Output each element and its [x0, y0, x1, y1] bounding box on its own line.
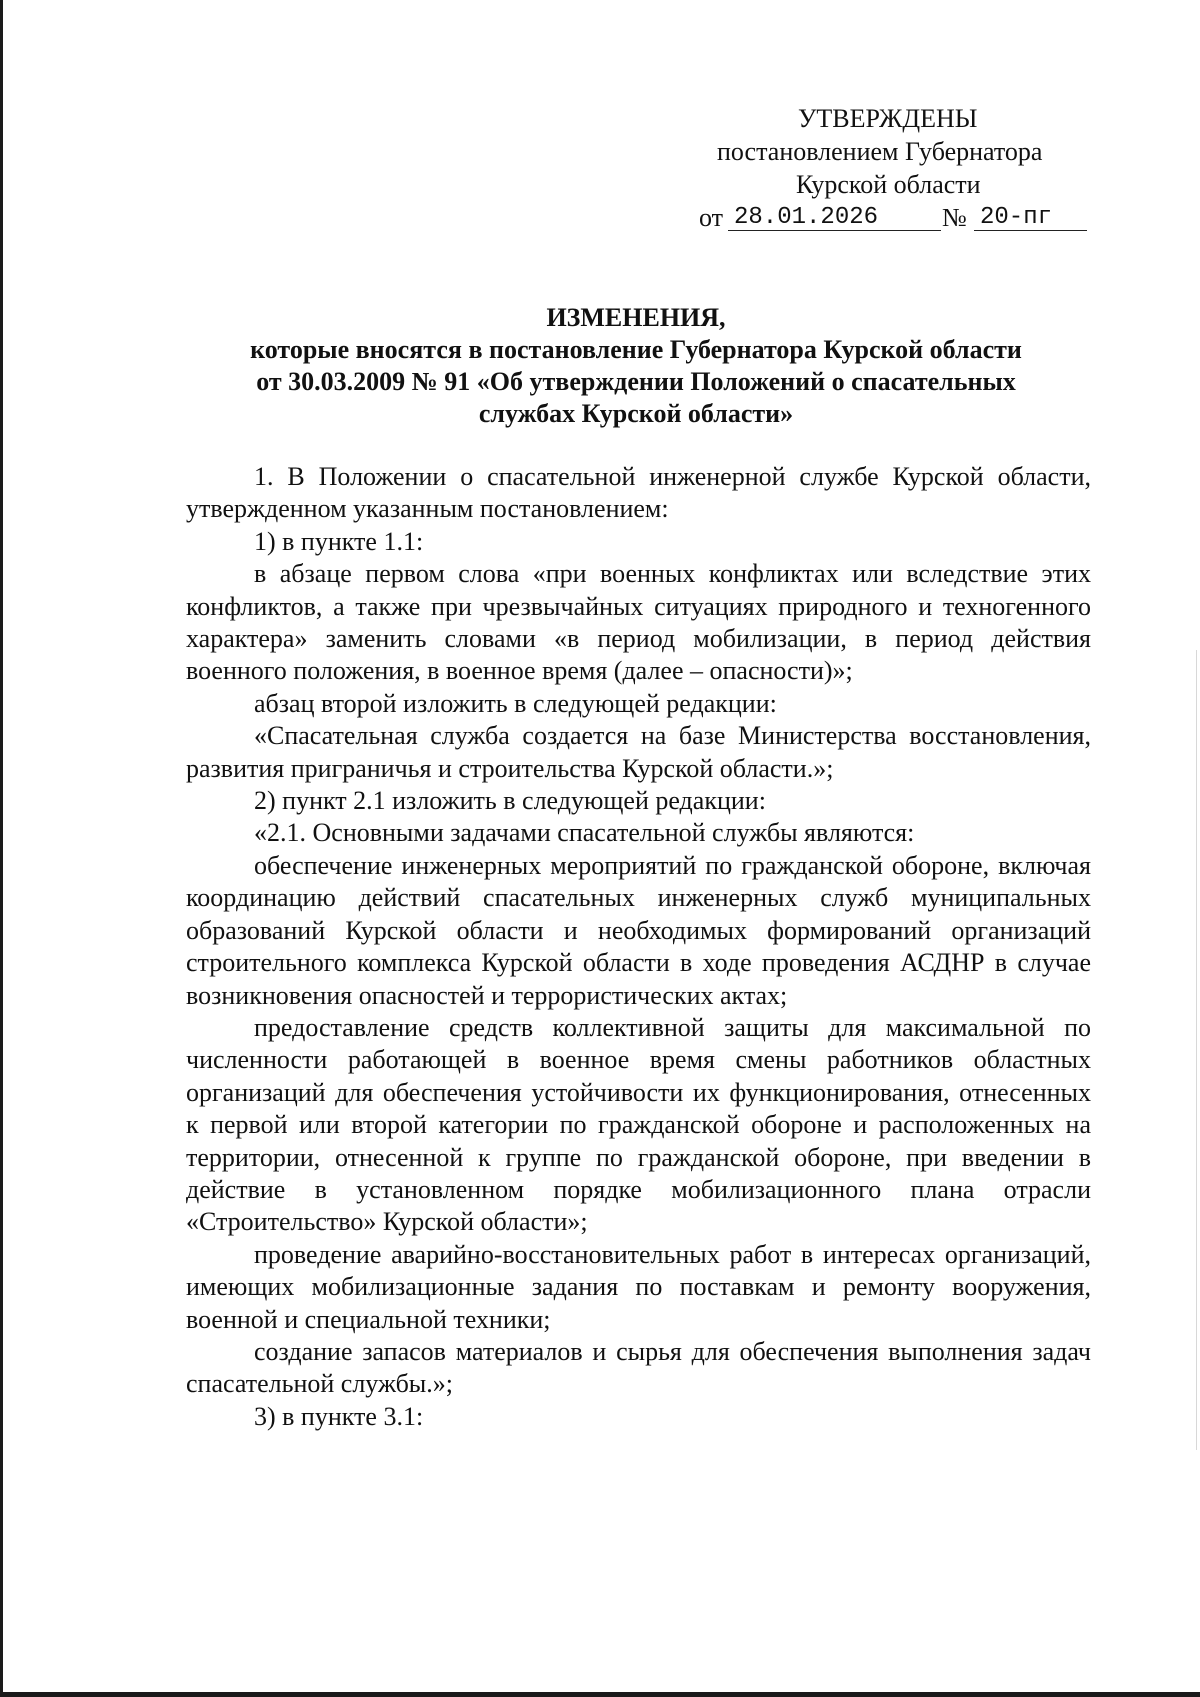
- paragraph-3: в абзаце первом слова «при военных конфликтах или вследствие этих конфликтов, а также при чрезвычайных ситуациях природного и техногенного характера» заменить словами «в период мобилизации, в период действия военного положения, в военное время (далее – опасности)»;: [186, 559, 1091, 686]
- paragraph-8: обеспечение инженерных мероприятий по гражданской обороне, включая координацию действий спасательных инженерных служб муниципальных образований Курской области и необходимых формирований организаций строительного комплекса Курской области в ходе проведения АСДНР в случае возникновения опасностей и террористических актах;: [186, 850, 1091, 1010]
- paragraph-11: создание запасов материалов и сырья для обеспечения выполнения задач спасательной службы.»;: [186, 1336, 1091, 1399]
- paragraph-9: предоставление средств коллективной защиты для максимальной по численности работающей в военное время смены работников областных организаций для обеспечения устойчивости их функционирования, отнесенных к первой или второй категории по гражданской обороне и расположенных на территории, отнесенной к группе по гражданской обороне, при введении в действие в установленном порядке мобилизационного плана отрасли «Строительство» Курской области»;: [186, 1012, 1091, 1237]
- paragraph-12: 3) в пункте 3.1:: [254, 1401, 424, 1431]
- approval-number: 20-пг: [974, 201, 1087, 231]
- document-body: [186, 461, 1091, 1433]
- paragraph-2: 1) в пункте 1.1:: [254, 526, 424, 556]
- heading-line-3: от 30.03.2009 № 91 «Об утверждении Положений о спасательных: [256, 367, 1016, 396]
- paragraph-1: 1. В Положении о спасательной инженерной службе Курской области, утвержденном указанным постановлением:: [186, 462, 1091, 524]
- approval-title: УТВЕРЖДЕНЫ: [798, 104, 978, 133]
- approval-date-line: [690, 201, 1090, 234]
- heading-line-1: ИЗМЕНЕНИЯ,: [546, 303, 726, 332]
- paragraph-6: 2) пункт 2.1 изложить в следующей редакции:: [254, 786, 766, 816]
- document-heading: [186, 302, 1086, 430]
- heading-line-2: которые вносятся в постановление Губернатора Курской области: [250, 335, 1022, 364]
- heading-line-4: службах Курской области»: [478, 399, 794, 428]
- paragraph-4: абзац второй изложить в следующей редакции:: [254, 688, 777, 718]
- approval-by: постановлением Губернатора: [717, 137, 1043, 166]
- scan-edge-right: [1196, 650, 1197, 1450]
- approval-region: Курской области: [796, 170, 981, 199]
- approval-block: [690, 102, 1090, 234]
- scan-edge-left: [0, 0, 3, 1697]
- scan-edge-bottom: [0, 1692, 1200, 1697]
- paragraph-5: «Спасательная служба создается на базе Министерства восстановления, развития приграничья и строительства Курской области.»;: [186, 721, 1091, 783]
- paragraph-10: проведение аварийно-восстановительных работ в интересах организаций, имеющих мобилизационные задания по поставкам и ремонту вооружения, военной и специальной техники;: [186, 1239, 1091, 1334]
- approval-date: 28.01.2026: [728, 201, 941, 231]
- date-prefix: от: [699, 203, 724, 232]
- paragraph-7: «2.1. Основными задачами спасательной службы являются:: [254, 818, 915, 848]
- number-prefix: №: [942, 203, 967, 232]
